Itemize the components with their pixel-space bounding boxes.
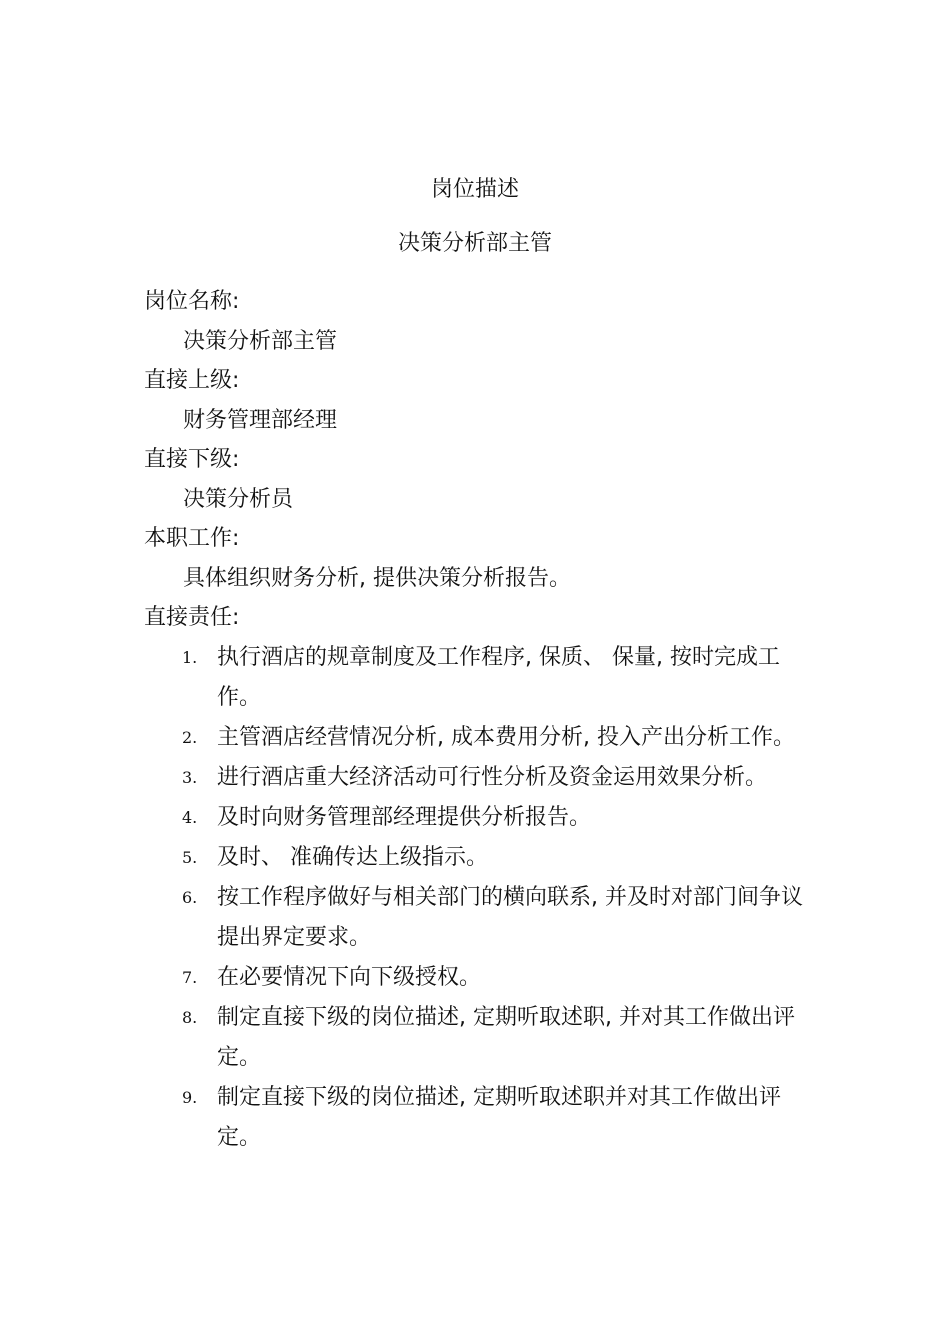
position-name-value: 决策分析部主管 xyxy=(183,328,338,354)
duty-number: 2. xyxy=(182,727,198,747)
duty-number: 9. xyxy=(182,1087,198,1107)
duty-text: 在必要情况下向下级授权。 xyxy=(217,964,482,990)
duty-list xyxy=(144,638,824,1158)
duty-number: 5. xyxy=(182,847,198,867)
document-body xyxy=(144,282,824,1158)
duty-number: 4. xyxy=(182,807,198,827)
direct-subordinate-value: 决策分析员 xyxy=(183,486,294,512)
duty-number: 8. xyxy=(182,1007,198,1027)
position-name-label: 岗位名称: xyxy=(144,289,240,314)
duty-number: 7. xyxy=(182,967,198,987)
duty-number: 3. xyxy=(182,767,198,787)
main-job-value: 具体组织财务分析, 提供决策分析报告。 xyxy=(183,565,571,591)
duty-item xyxy=(144,758,817,798)
duty-text: 进行酒店重大经济活动可行性分析及资金运用效果分析。 xyxy=(217,764,768,790)
direct-subordinate-label: 直接下级: xyxy=(144,447,240,472)
main-job-label: 本职工作: xyxy=(144,526,240,551)
direct-superior-label: 直接上级: xyxy=(144,368,240,393)
duty-number: 6. xyxy=(182,887,198,907)
duty-item xyxy=(144,838,817,878)
duty-item xyxy=(144,1078,817,1158)
direct-responsibility-label: 直接责任: xyxy=(144,605,240,630)
duty-text: 制定直接下级的岗位描述, 定期听取述职, 并对其工作做出评定。 xyxy=(217,1004,795,1070)
duty-text: 制定直接下级的岗位描述, 定期听取述职并对其工作做出评定。 xyxy=(217,1084,781,1150)
duty-text: 主管酒店经营情况分析, 成本费用分析, 投入产出分析工作。 xyxy=(217,724,795,750)
duty-item xyxy=(144,638,817,718)
duty-text: 按工作程序做好与相关部门的横向联系, 并及时对部门间争议提出界定要求。 xyxy=(217,884,803,950)
duty-item xyxy=(144,718,817,758)
document-subtitle: 决策分析部主管 xyxy=(397,231,552,256)
duty-text: 及时、 准确传达上级指示。 xyxy=(217,844,488,870)
duty-item xyxy=(144,958,817,998)
duty-item xyxy=(144,998,817,1078)
duty-number: 1. xyxy=(182,647,198,667)
duty-item xyxy=(144,798,817,838)
duty-text: 及时向财务管理部经理提供分析报告。 xyxy=(217,804,592,830)
document-title: 岗位描述 xyxy=(430,177,519,202)
direct-superior-value: 财务管理部经理 xyxy=(183,407,338,433)
duty-text: 执行酒店的规章制度及工作程序, 保质、 保量, 按时完成工作。 xyxy=(217,644,780,710)
duty-item xyxy=(144,878,817,958)
